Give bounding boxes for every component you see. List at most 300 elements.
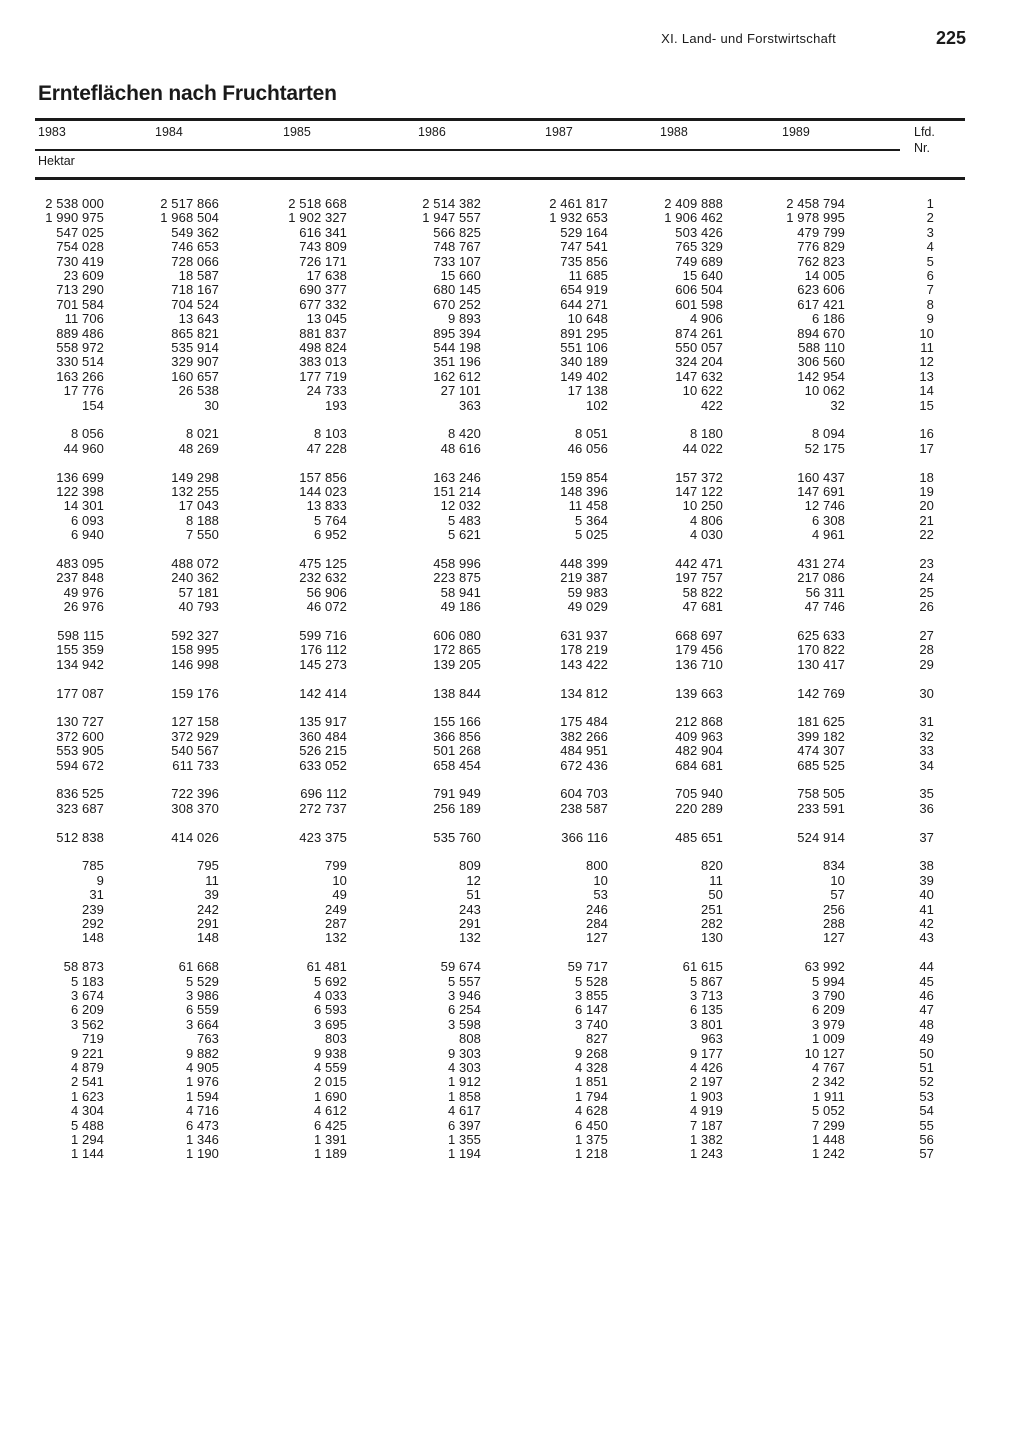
table-cell: 10 062 — [804, 383, 845, 399]
table-cell: 690 377 — [299, 282, 347, 298]
table-cell: 2 197 — [689, 1074, 723, 1090]
table-cell: 163 266 — [56, 368, 104, 384]
table-cell: 1 009 — [811, 1031, 845, 1047]
row-number: 53 — [919, 1088, 934, 1104]
table-cell: 130 417 — [797, 656, 845, 672]
row-number: 37 — [919, 829, 934, 845]
table-cell: 284 — [586, 916, 608, 931]
row-number: 18 — [919, 469, 934, 485]
table-cell: 713 290 — [56, 282, 104, 298]
table-cell: 5 183 — [70, 973, 104, 989]
table-cell: 485 651 — [675, 829, 723, 845]
table-cell: 10 — [332, 872, 347, 888]
table-cell: 680 145 — [433, 282, 481, 298]
table-cell: 588 110 — [798, 340, 845, 355]
table-cell: 5 483 — [447, 512, 481, 528]
table-cell: 136 710 — [675, 656, 723, 672]
row-number: 49 — [919, 1031, 934, 1047]
table-cell: 24 733 — [306, 383, 347, 399]
table-cell: 6 254 — [447, 1002, 481, 1018]
table-cell: 11 458 — [568, 498, 608, 514]
table-cell: 163 246 — [433, 469, 481, 485]
table-cell: 1 978 995 — [786, 210, 845, 226]
table-cell: 212 868 — [675, 714, 723, 730]
table-cell: 1 144 — [70, 1146, 104, 1162]
table-cell: 1 794 — [574, 1088, 608, 1104]
table-cell: 372 600 — [56, 728, 104, 744]
table-cell: 17 776 — [63, 383, 104, 399]
table-cell: 658 454 — [433, 757, 481, 773]
column-header-1989: 1989 — [782, 125, 810, 139]
table-cell: 623 606 — [797, 282, 845, 298]
table-top-rule — [35, 118, 965, 121]
table-cell: 1 391 — [313, 1132, 347, 1147]
table-cell: 423 375 — [299, 829, 347, 845]
table-row — [0, 341, 1024, 355]
column-header-1986: 1986 — [418, 125, 446, 139]
table-cell: 701 584 — [56, 296, 104, 312]
table-cell: 8 021 — [185, 426, 219, 442]
table-cell: 148 396 — [560, 484, 608, 499]
table-cell: 6 186 — [811, 311, 845, 327]
column-header-1984: 1984 — [155, 125, 183, 139]
table-cell: 10 250 — [682, 498, 723, 514]
row-number: 54 — [919, 1103, 934, 1119]
table-cell: 1 932 653 — [549, 210, 608, 226]
table-cell: 134 942 — [56, 656, 104, 672]
column-header-1985: 1985 — [283, 125, 311, 139]
table-cell: 288 — [823, 916, 845, 931]
table-cell: 8 094 — [811, 426, 845, 442]
table-cell: 291 — [459, 916, 481, 931]
table-row — [0, 399, 1024, 413]
lfd-label: Lfd. — [914, 125, 935, 139]
table-cell: 56 311 — [805, 584, 845, 600]
table-cell: 409 963 — [675, 728, 723, 744]
table-cell: 177 087 — [56, 685, 104, 701]
table-cell: 3 979 — [811, 1016, 845, 1032]
table-cell: 240 362 — [171, 570, 219, 586]
table-cell: 17 138 — [567, 383, 608, 399]
table-cell: 178 219 — [560, 642, 608, 658]
table-cell: 9 268 — [574, 1045, 608, 1061]
table-cell: 791 949 — [433, 786, 481, 802]
table-cell: 10 127 — [804, 1045, 845, 1061]
table-cell: 895 394 — [433, 325, 481, 341]
table-cell: 30 — [204, 397, 219, 413]
table-row — [0, 514, 1024, 528]
table-cell: 46 056 — [567, 440, 608, 456]
table-cell: 127 — [823, 930, 845, 946]
table-cell: 503 426 — [675, 224, 723, 240]
table-cell: 1 189 — [313, 1146, 347, 1162]
table-cell: 193 — [325, 397, 347, 413]
table-cell: 705 940 — [675, 786, 723, 802]
table-cell: 1 906 462 — [664, 210, 723, 226]
table-cell: 4 030 — [689, 527, 723, 543]
table-cell: 6 473 — [185, 1117, 219, 1133]
table-cell: 2 342 — [811, 1074, 845, 1090]
table-cell: 5 528 — [574, 973, 608, 989]
row-number: 20 — [919, 498, 934, 514]
table-cell: 146 998 — [171, 656, 219, 672]
table-cell: 44 022 — [682, 440, 723, 456]
table-cell: 606 080 — [433, 628, 481, 643]
row-number: 31 — [919, 714, 934, 730]
table-cell: 6 147 — [574, 1002, 608, 1018]
table-cell: 526 215 — [299, 743, 347, 759]
table-cell: 6 952 — [313, 527, 347, 543]
table-row — [0, 859, 1024, 873]
table-cell: 160 437 — [797, 469, 845, 485]
table-cell: 2 517 866 — [160, 196, 219, 211]
table-cell: 49 186 — [440, 599, 481, 615]
row-number: 24 — [919, 570, 934, 586]
row-number: 16 — [919, 426, 934, 442]
table-cell: 685 525 — [797, 757, 845, 773]
table-cell: 399 182 — [797, 728, 845, 744]
table-cell: 1 190 — [185, 1146, 219, 1162]
table-cell: 5 621 — [447, 527, 481, 543]
table-cell: 482 904 — [675, 743, 723, 759]
table-cell: 59 717 — [567, 959, 608, 975]
row-number: 5 — [926, 253, 934, 269]
table-cell: 17 638 — [306, 268, 347, 283]
table-cell: 2 461 817 — [549, 196, 608, 211]
table-cell: 4 328 — [574, 1060, 608, 1075]
table-cell: 9 893 — [447, 311, 481, 327]
table-cell: 256 — [823, 901, 845, 917]
table-cell: 242 — [197, 901, 219, 917]
table-cell: 599 716 — [299, 628, 347, 643]
table-cell: 58 822 — [682, 584, 723, 600]
table-cell: 1 911 — [812, 1088, 845, 1104]
table-row — [0, 903, 1024, 917]
table-cell: 3 790 — [811, 988, 845, 1003]
row-number: 26 — [919, 599, 934, 615]
table-cell: 785 — [82, 858, 104, 874]
row-number: 28 — [919, 642, 934, 658]
table-cell: 130 727 — [56, 714, 104, 730]
table-cell: 547 025 — [56, 224, 104, 240]
table-cell: 53 — [593, 887, 608, 903]
table-cell: 735 856 — [560, 253, 608, 269]
table-cell: 130 — [701, 930, 723, 946]
row-number: 33 — [919, 743, 934, 759]
row-number: 8 — [926, 296, 934, 312]
table-cell: 1 355 — [447, 1132, 481, 1147]
table-row — [0, 888, 1024, 902]
table-cell: 48 616 — [440, 440, 481, 456]
table-row — [0, 571, 1024, 585]
table-cell: 44 960 — [63, 440, 104, 456]
page-number: 225 — [935, 28, 966, 48]
table-row — [0, 327, 1024, 341]
table-cell: 122 398 — [56, 484, 104, 499]
table-cell: 747 541 — [560, 239, 608, 255]
table-row — [0, 658, 1024, 672]
table-cell: 148 — [82, 930, 104, 946]
table-cell: 6 209 — [811, 1002, 845, 1018]
table-cell: 458 996 — [433, 556, 481, 571]
table-cell: 136 699 — [56, 469, 104, 485]
table-cell: 306 560 — [797, 354, 845, 370]
table-row — [0, 312, 1024, 326]
table-cell: 256 189 — [433, 800, 481, 816]
table-row — [0, 226, 1024, 240]
table-cell: 372 929 — [171, 728, 219, 744]
table-row — [0, 471, 1024, 485]
table-row — [0, 586, 1024, 600]
row-number: 22 — [919, 527, 934, 543]
table-cell: 836 525 — [56, 786, 104, 802]
table-cell: 170 822 — [797, 642, 845, 658]
table-cell: 1 594 — [185, 1088, 219, 1104]
table-row — [0, 499, 1024, 513]
table-row — [0, 1047, 1024, 1061]
table-cell: 383 013 — [299, 354, 347, 370]
table-row — [0, 442, 1024, 456]
table-cell: 1 903 — [689, 1088, 723, 1104]
table-cell: 743 809 — [299, 239, 347, 255]
table-cell: 730 419 — [56, 253, 104, 269]
table-cell: 6 425 — [313, 1117, 347, 1133]
table-cell: 484 951 — [560, 743, 608, 759]
row-number: 56 — [919, 1132, 934, 1147]
table-cell: 672 436 — [560, 757, 608, 773]
table-cell: 366 856 — [433, 728, 481, 744]
table-cell: 6 450 — [574, 1117, 608, 1133]
table-row — [0, 989, 1024, 1003]
row-number: 27 — [919, 628, 934, 643]
table-cell: 324 204 — [675, 354, 723, 370]
table-cell: 808 — [459, 1031, 481, 1047]
row-number: 57 — [919, 1146, 934, 1162]
table-cell: 475 125 — [299, 556, 347, 571]
table-row — [0, 370, 1024, 384]
table-cell: 4 426 — [689, 1060, 723, 1075]
table-cell: 12 032 — [440, 498, 481, 514]
row-number: 32 — [919, 728, 934, 744]
table-cell: 47 746 — [804, 599, 845, 615]
table-cell: 223 875 — [433, 570, 481, 586]
table-cell: 51 — [466, 887, 481, 903]
table-row — [0, 240, 1024, 254]
row-number: 51 — [919, 1060, 934, 1075]
table-cell: 382 266 — [560, 728, 608, 744]
table-cell: 6 093 — [70, 512, 104, 528]
table-row — [0, 1133, 1024, 1147]
page-title: Ernteflächen nach Fruchtarten — [38, 82, 337, 105]
table-cell: 147 122 — [675, 484, 723, 499]
table-cell: 479 799 — [797, 224, 845, 240]
table-cell: 135 917 — [299, 714, 347, 730]
table-cell: 177 719 — [299, 368, 347, 384]
table-cell: 1 976 — [185, 1074, 219, 1090]
row-number: 42 — [919, 916, 934, 931]
table-row — [0, 1090, 1024, 1104]
table-cell: 132 255 — [171, 484, 219, 499]
table-cell: 598 115 — [57, 628, 104, 643]
table-row — [0, 269, 1024, 283]
table-cell: 142 414 — [299, 685, 347, 701]
row-number: 2 — [926, 210, 934, 226]
table-cell: 176 112 — [300, 642, 347, 658]
table-cell: 5 364 — [574, 512, 608, 528]
table-cell: 4 559 — [313, 1060, 347, 1075]
column-header-1983: 1983 — [38, 125, 66, 139]
table-row — [0, 960, 1024, 974]
table-row — [0, 557, 1024, 571]
table-cell: 606 504 — [675, 282, 723, 298]
table-cell: 617 421 — [797, 296, 845, 312]
table-cell: 134 812 — [560, 685, 608, 701]
table-cell: 442 471 — [675, 556, 723, 571]
table-cell: 891 295 — [560, 325, 608, 341]
running-head: XI. Land- und Forstwirtschaft — [661, 31, 836, 46]
table-cell: 1 242 — [811, 1146, 845, 1162]
table-cell: 157 372 — [675, 469, 723, 485]
table-cell: 827 — [586, 1031, 608, 1047]
table-row — [0, 427, 1024, 441]
table-cell: 32 — [830, 397, 845, 413]
table-cell: 809 — [459, 858, 481, 874]
table-row — [0, 975, 1024, 989]
table-cell: 762 823 — [797, 253, 845, 269]
table-cell: 147 632 — [675, 368, 723, 384]
row-number: 15 — [919, 397, 934, 413]
table-cell: 39 — [204, 887, 219, 903]
table-cell: 763 — [197, 1031, 219, 1047]
table-cell: 1 968 504 — [160, 210, 219, 226]
row-number: 38 — [919, 858, 934, 874]
table-cell: 14 005 — [804, 268, 845, 283]
table-cell: 668 697 — [675, 628, 723, 643]
table-cell: 3 674 — [70, 988, 104, 1003]
table-cell: 6 397 — [447, 1117, 481, 1133]
table-cell: 9 221 — [70, 1045, 104, 1061]
table-row — [0, 831, 1024, 845]
table-cell: 47 681 — [682, 599, 723, 615]
table-cell: 291 — [197, 916, 219, 931]
table-cell: 179 456 — [675, 642, 723, 658]
table-cell: 151 214 — [433, 484, 481, 499]
table-cell: 9 938 — [313, 1045, 347, 1061]
table-cell: 8 188 — [185, 512, 219, 528]
table-cell: 654 919 — [560, 282, 608, 298]
table-cell: 61 481 — [306, 959, 347, 975]
table-cell: 9 303 — [447, 1045, 481, 1061]
table-cell: 7 187 — [689, 1117, 723, 1133]
table-cell: 48 269 — [178, 440, 219, 456]
table-cell: 147 691 — [797, 484, 845, 499]
table-row — [0, 1018, 1024, 1032]
table-cell: 18 587 — [178, 268, 219, 283]
table-cell: 501 268 — [433, 743, 481, 759]
table-cell: 11 — [205, 872, 219, 888]
table-cell: 138 844 — [433, 685, 481, 701]
row-number: 41 — [919, 901, 934, 917]
table-cell: 10 648 — [567, 311, 608, 327]
table-cell: 5 557 — [447, 973, 481, 989]
table-cell: 3 713 — [689, 988, 723, 1003]
table-row — [0, 687, 1024, 701]
table-cell: 40 793 — [178, 599, 219, 615]
table-cell: 162 612 — [433, 368, 481, 384]
table-cell: 10 — [593, 872, 608, 888]
table-cell: 175 484 — [560, 714, 608, 730]
table-cell: 233 591 — [797, 800, 845, 816]
table-cell: 5 052 — [811, 1103, 845, 1119]
row-number: 48 — [919, 1016, 934, 1032]
table-cell: 144 023 — [299, 484, 347, 499]
row-number: 46 — [919, 988, 934, 1003]
table-row — [0, 1119, 1024, 1133]
table-cell: 149 402 — [560, 368, 608, 384]
table-cell: 1 346 — [185, 1132, 219, 1147]
table-cell: 160 657 — [171, 368, 219, 384]
table-cell: 3 664 — [185, 1016, 219, 1032]
table-cell: 11 — [709, 872, 723, 888]
table-cell: 604 703 — [560, 786, 608, 802]
table-cell: 4 961 — [811, 527, 845, 543]
table-cell: 696 112 — [300, 786, 347, 802]
table-cell: 8 051 — [574, 426, 608, 442]
table-cell: 59 674 — [440, 959, 481, 975]
table-cell: 5 529 — [185, 973, 219, 989]
table-cell: 8 103 — [313, 426, 347, 442]
table-cell: 308 370 — [171, 800, 219, 816]
table-cell: 448 399 — [560, 556, 608, 571]
table-cell: 127 158 — [171, 714, 219, 730]
table-cell: 733 107 — [433, 253, 481, 269]
table-cell: 6 593 — [313, 1002, 347, 1018]
table-cell: 220 289 — [675, 800, 723, 816]
table-cell: 795 — [197, 858, 219, 874]
table-cell: 159 176 — [171, 685, 219, 701]
table-cell: 2 541 — [70, 1074, 104, 1090]
table-cell: 3 855 — [574, 988, 608, 1003]
table-cell: 5 867 — [689, 973, 723, 989]
table-cell: 1 294 — [70, 1132, 104, 1147]
table-cell: 1 690 — [313, 1088, 347, 1104]
table-cell: 4 033 — [313, 988, 347, 1003]
table-cell: 1 218 — [574, 1146, 608, 1162]
row-number: 29 — [919, 656, 934, 672]
table-cell: 7 299 — [811, 1117, 845, 1133]
table-cell: 633 052 — [299, 757, 347, 773]
column-header-1987: 1987 — [545, 125, 573, 139]
table-cell: 6 209 — [70, 1002, 104, 1018]
table-cell: 1 912 — [447, 1074, 481, 1090]
table-cell: 616 341 — [299, 224, 347, 240]
table-cell: 132 — [459, 930, 481, 946]
table-cell: 49 029 — [567, 599, 608, 615]
table-cell: 26 976 — [63, 599, 104, 615]
row-number: 12 — [919, 354, 934, 370]
table-cell: 746 653 — [171, 239, 219, 255]
table-cell: 17 043 — [178, 498, 219, 514]
table-cell: 889 486 — [56, 325, 104, 341]
table-cell: 719 — [82, 1031, 104, 1047]
table-cell: 61 615 — [682, 959, 723, 975]
table-cell: 11 706 — [64, 311, 104, 327]
table-cell: 102 — [586, 397, 608, 413]
table-cell: 881 837 — [299, 325, 347, 341]
table-cell: 330 514 — [56, 354, 104, 370]
table-cell: 611 733 — [172, 757, 219, 773]
table-cell: 360 484 — [299, 728, 347, 744]
